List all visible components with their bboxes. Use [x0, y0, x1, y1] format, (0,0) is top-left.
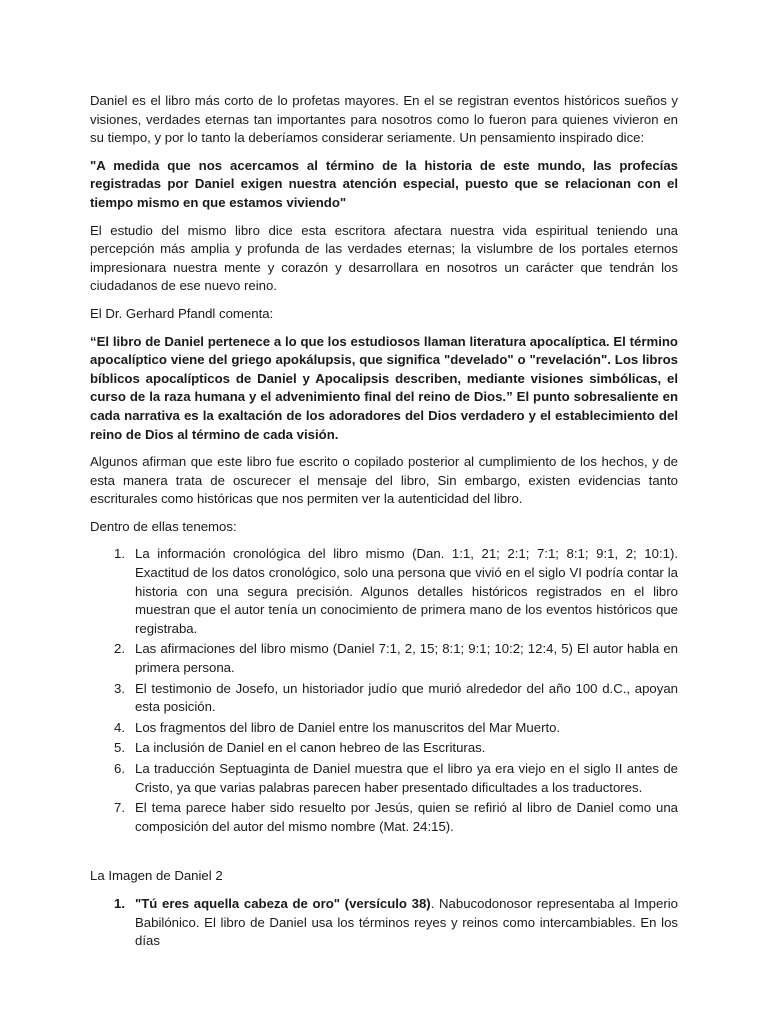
list-item-text: Los fragmentos del libro de Daniel entre los manuscritos del Mar Muerto. — [135, 719, 561, 735]
list-item-text: El testimonio de Josefo, un historiador judío que murió alrededor del año 100 d.C., apoyan esta posición. — [135, 680, 678, 715]
authenticity-paragraph: Algunos afirman que este libro fue escrito o copilado posterior al cumplimiento de los hechos, y de esta manera trata de oscurecer el mensaje del libro, Sin embargo, existen evidencias tanto escriturales como históricas que nos permiten ver la autenticidad del libro. — [90, 454, 678, 507]
pfandl-quote: “El libro de Daniel pertenece a lo que los estudiosos llaman literatura apocalíptica. El término apocalíptico viene del griego apokálupsis, que significa "develado" o "revelación". Los libros bíblicos apocalípticos de Daniel y Apocalipsis describen, mediante visiones simbólicas, el curso de la raza humana y el advenimiento final del reino de Dios.” El punto sobresaliente en cada narrativa es la exaltación de los adoradores del Dios verdadero y el establecimiento del reino de Dios al término de cada visión. — [90, 333, 678, 442]
document-page — [90, 92, 678, 951]
section-spacer — [90, 845, 678, 867]
list-item-text: La traducción Septuaginta de Daniel muestra que el libro ya era viejo en el siglo II antes de Cristo, ya que varias palabras parecen haber presentado dificultades a los traductores. — [135, 761, 678, 795]
list-number: 1. — [114, 546, 125, 562]
list-number: 7. — [114, 800, 125, 816]
list-item-text: Las afirmaciones del libro mismo (Daniel 7:1, 2, 15; 8:1; 9:1; 10:2; 12:4, 5) El autor habla en primera persona. — [135, 641, 678, 676]
list-item — [90, 640, 678, 677]
list-item-bold-text: "Tú eres aquella cabeza de oro" (versículo 38) — [135, 895, 431, 911]
list-number: 3. — [114, 680, 125, 696]
intro-paragraph: Daniel es el libro más corto de lo profetas mayores. En el se registran eventos históricos sueños y visiones, verdades eternas tan importantes para nosotros como lo fueron para quienes vivieron en su tiempo, y por lo tanto la deberíamos considerar seriamente. Un pensamiento inspirado dice: — [90, 93, 678, 146]
list-number: 5. — [114, 740, 125, 756]
list-item — [90, 799, 678, 836]
evidence-list — [90, 545, 678, 836]
list-item-text: . Nabucodonosor representaba al Imperio Babilónico. El libro de Daniel usa los términos reyes y reinos como intercambiables. En los días — [135, 895, 678, 949]
list-item-text: El tema parece haber sido resuelto por Jesús, quien se refirió al libro de Daniel como una composición del autor del mismo nombre (Mat. 24:15). — [135, 800, 678, 834]
list-item — [90, 680, 678, 717]
list-number: 1. — [114, 895, 125, 911]
pfandl-intro: El Dr. Gerhard Pfandl comenta: — [90, 305, 274, 321]
list-number: 2. — [114, 641, 125, 657]
list-item — [90, 719, 678, 738]
list-item — [90, 895, 678, 951]
list-item — [90, 545, 678, 638]
study-paragraph: El estudio del mismo libro dice esta escritora afectara nuestra vida espiritual teniendo una percepción más amplia y profunda de las verdades eternas; la vislumbre de los portales eternos impresionara nuestra mente y corazón y desarrollara en nosotros un carácter que tendrán los ciudadanos de ese nuevo reino. — [90, 222, 678, 294]
evidence-intro: Dentro de ellas tenemos: — [90, 518, 237, 534]
image-list — [90, 895, 678, 951]
list-number: 4. — [114, 719, 125, 735]
list-item — [90, 739, 678, 758]
list-item-text: La información cronológica del libro mismo (Dan. 1:1, 21; 2:1; 7:1; 8:1; 9:1, 2; 10:1). Exactitud de los datos cronológico, solo una persona que vivió en el siglo VI podría contar la historia con una segura precisión. Algunos detalles históricos registrados en el libro muestran que el autor tenía un conocimiento de primera mano de los eventos históricos que registraba. — [135, 546, 678, 636]
list-item-text: La inclusión de Daniel en el canon hebreo de las Escrituras. — [135, 740, 486, 756]
section-title: La Imagen de Daniel 2 — [90, 868, 223, 884]
inspired-quote: "A medida que nos acercamos al término de la historia de este mundo, las profecías registradas por Daniel exigen nuestra atención especial, puesto que se relacionan con el tiempo mismo en que estamos viviendo" — [90, 157, 678, 210]
list-number: 6. — [114, 761, 125, 776]
list-item — [90, 760, 678, 797]
